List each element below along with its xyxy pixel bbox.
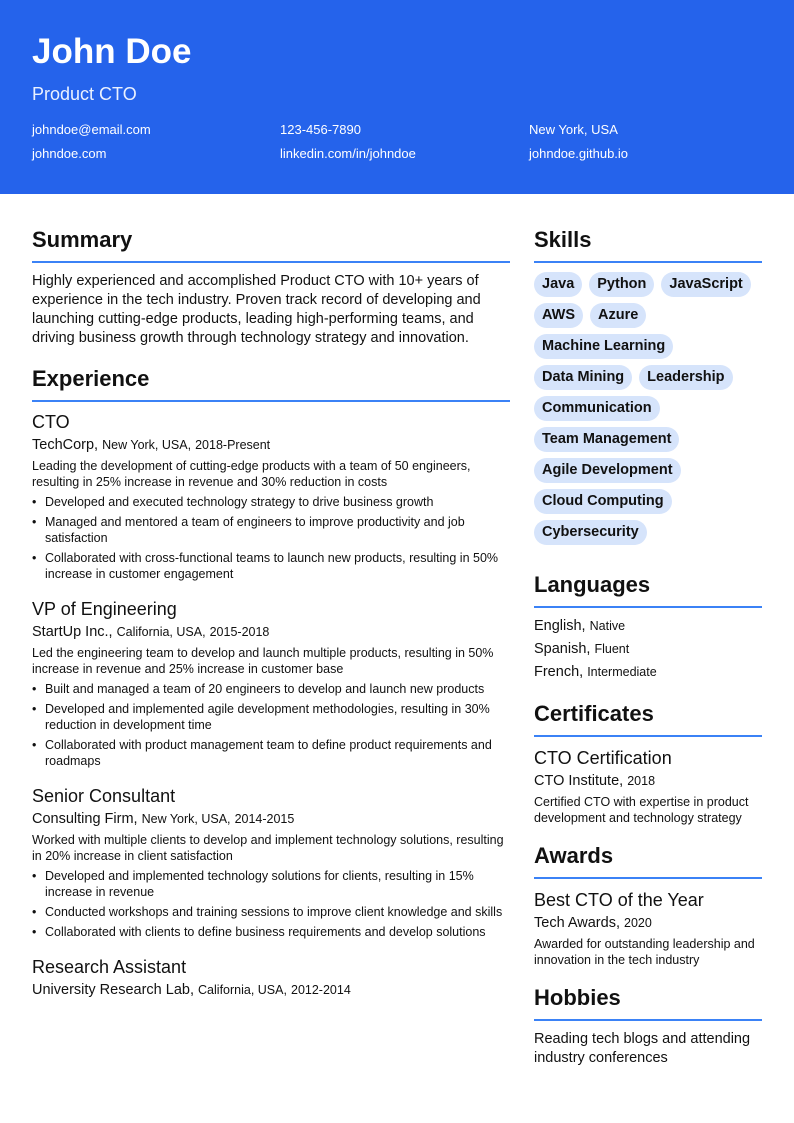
hobbies-heading: Hobbies [534,984,762,1021]
main-column [32,226,510,1016]
awards-heading: Awards [534,842,762,879]
job-title: Research Assistant [32,957,187,977]
certificate-issuer: CTO Institute, [534,773,624,789]
job-bullet: • Collaborated with product management team to define product requirements and roadmaps [32,737,510,769]
job-dates: 2015-2018 [209,625,270,639]
language-level: Native [589,619,626,633]
linkedin-link[interactable]: linkedin.com/in/johndoe [280,146,416,161]
job-bullets [32,868,510,940]
skill-chip: Cloud Computing [534,489,672,514]
language-level: Intermediate [587,665,657,679]
job-company: Consulting Firm, [32,811,138,827]
languages-heading: Languages [534,571,762,608]
skill-chip: Cybersecurity [534,520,647,545]
skill-chip: Data Mining [534,365,632,390]
skill-chip: Machine Learning [534,334,673,359]
job-bullet: • Collaborated with clients to define business requirements and develop solutions [32,924,510,940]
job-entry [32,956,510,1000]
certificate-description: Certified CTO with expertise in product development and technology strategy [534,795,749,825]
skills-heading: Skills [534,226,762,263]
job-bullets [32,681,510,769]
language-item [534,640,762,659]
language-level: Fluent [594,642,630,656]
job-description: Worked with multiple clients to develop and implement technology solutions, resulting in 20% increase in client satisfaction [32,833,504,863]
job-company: TechCorp, [32,437,99,453]
job-entry [32,598,510,769]
job-title: CTO [32,412,70,432]
skill-chip: Java [534,272,582,297]
resume-header [0,0,794,194]
job-meta [32,981,510,1000]
skill-chip: Communication [534,396,660,421]
job-title: VP of Engineering [32,599,177,619]
summary-heading: Summary [32,226,510,263]
job-bullet: • Built and managed a team of 20 engineers to develop and launch new products [32,681,510,697]
job-meta [32,436,510,455]
job-company: StartUp Inc., [32,624,113,640]
sidebar-column [534,226,762,1068]
award-title: Best CTO of the Year [534,890,704,910]
skill-chip: AWS [534,303,583,328]
job-dates: 2018-Present [195,438,271,452]
certificate-title: CTO Certification [534,748,672,768]
phone-number: 123-456-7890 [280,122,361,137]
skill-chip: Azure [590,303,646,328]
award-meta [534,914,762,933]
job-description: Leading the development of cutting-edge products with a team of 50 engineers, resulting in 25% increase in revenue and 30% reduction in costs [32,459,471,489]
website-link[interactable]: johndoe.com [32,146,107,161]
language-name: English, [534,618,586,634]
job-bullet: • Collaborated with cross-functional teams to launch new products, resulting in 50% increase in customer engagement [32,550,510,582]
job-entry [32,411,510,582]
job-location: New York, USA, [141,812,231,826]
job-bullet: • Developed and implemented technology solutions for clients, resulting in 15% increase in revenue [32,868,510,900]
certificates-heading: Certificates [534,700,762,737]
job-bullet: • Conducted workshops and training sessions to improve client knowledge and skills [32,904,510,920]
language-name: Spanish, [534,641,591,657]
language-item [534,617,762,636]
job-dates: 2012-2014 [291,983,351,997]
hobby-text: Reading tech blogs and attending industry conferences [534,1031,751,1066]
job-meta [32,623,510,642]
award-year: 2020 [624,916,652,930]
skills-list [534,272,770,545]
job-description: Led the engineering team to develop and launch multiple products, resulting in 50% increase in revenue and 25% increase in customer base [32,646,494,676]
job-title: Senior Consultant [32,786,176,806]
job-bullet: • Managed and mentored a team of engineers to improve productivity and job satisfaction [32,514,510,546]
award-description: Awarded for outstanding leadership and innovation in the tech industry [534,937,755,967]
language-item [534,663,762,682]
skill-chip: JavaScript [661,272,750,297]
skill-chip: Leadership [639,365,732,390]
job-bullets [32,494,510,582]
skill-chip: Python [589,272,654,297]
job-location: California, USA, [198,983,287,997]
github-link[interactable]: johndoe.github.io [529,146,629,161]
certificate-year: 2018 [627,774,656,788]
job-dates: 2014-2015 [234,812,295,826]
skill-chip: Agile Development [534,458,681,483]
job-bullet: • Developed and implemented agile development methodologies, resulting in 30% reduction in development time [32,701,510,733]
skill-chip: Team Management [534,427,679,452]
summary-text: Highly experienced and accomplished Product CTO with 10+ years of experience in the tech industry. Proven track record of developing and launching cutting-edge products, leading high-performing teams, and driving business growth through technology strategy and innovation. [32,273,481,346]
experience-heading: Experience [32,365,510,402]
job-bullet: • Developed and executed technology strategy to drive business growth [32,494,510,510]
job-entry [32,785,510,940]
candidate-name: John Doe [32,32,192,71]
certificate-meta [534,772,762,791]
job-location: California, USA, [116,625,206,639]
job-company: University Research Lab, [32,982,194,998]
job-location: New York, USA, [102,438,192,452]
languages-list [534,617,762,682]
award-issuer: Tech Awards, [534,915,620,931]
location: New York, USA [529,122,618,137]
job-meta [32,810,510,829]
language-name: French, [534,664,584,680]
email-link[interactable]: johndoe@email.com [32,122,151,137]
candidate-title: Product CTO [32,84,137,104]
